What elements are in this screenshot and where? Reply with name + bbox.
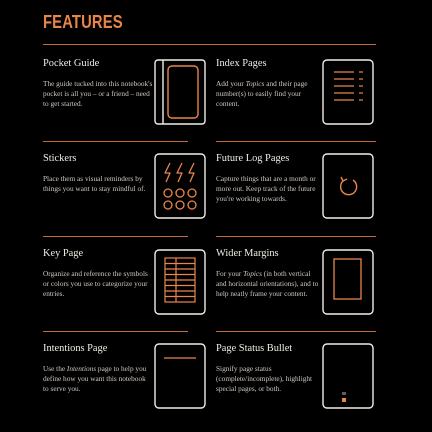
page-title: FEATURES	[43, 12, 123, 32]
row-divider	[216, 236, 376, 237]
feature-description: Place them as visual reminders by things you want to stay mindful of.	[43, 174, 146, 193]
feature-description: Add your Topics and their page number(s) to easily find your content.	[216, 79, 308, 108]
feature-heading: Intentions Page	[43, 343, 108, 354]
title-divider	[43, 44, 376, 45]
feature-description: For your Topics (in both vertical and horizontal orientations), and to help neatly frame your content.	[216, 269, 319, 298]
feature-intentions-page	[43, 343, 153, 394]
feature-heading: Page Status Bullet	[216, 343, 293, 354]
row-divider	[216, 331, 376, 332]
key-page-icon	[154, 249, 206, 315]
feature-heading: Index Pages	[216, 58, 267, 69]
feature-key-page	[43, 248, 153, 299]
feature-description: The guide tucked into this notebook's pocket is all you – or a friend – need to get started.	[43, 79, 153, 108]
future-log-icon	[322, 153, 374, 219]
feature-heading: Future Log Pages	[216, 153, 290, 164]
feature-page-status-bullet	[216, 343, 321, 394]
feature-description: Use the Intentions page to help you define how you want this notebook to serve you.	[43, 364, 147, 393]
pocket-guide-icon	[154, 59, 206, 125]
intentions-page-icon	[154, 343, 206, 409]
feature-future-log-pages	[216, 153, 321, 204]
feature-heading: Stickers	[43, 153, 77, 164]
feature-stickers	[43, 153, 153, 194]
row-divider	[43, 141, 188, 142]
feature-heading: Pocket Guide	[43, 58, 100, 69]
index-pages-icon	[322, 59, 374, 125]
feature-description: Organize and reference the symbols or colors you use to categorize your entries.	[43, 269, 148, 298]
feature-pocket-guide	[43, 58, 153, 109]
row-divider	[216, 141, 376, 142]
page-status-bullet-icon	[322, 343, 374, 409]
feature-index-pages	[216, 58, 321, 109]
feature-description: Signify page status (complete/incomplete), highlight special pages, or both.	[216, 364, 313, 393]
row-divider	[43, 331, 188, 332]
feature-wider-margins	[216, 248, 321, 299]
wider-margins-icon	[322, 249, 374, 315]
row-divider	[43, 236, 188, 237]
stickers-icon	[154, 153, 206, 219]
feature-heading: Key Page	[43, 248, 84, 259]
feature-heading: Wider Margins	[216, 248, 279, 259]
feature-description: Capture things that are a month or more out. Keep track of the future you're working towards.	[216, 174, 316, 203]
